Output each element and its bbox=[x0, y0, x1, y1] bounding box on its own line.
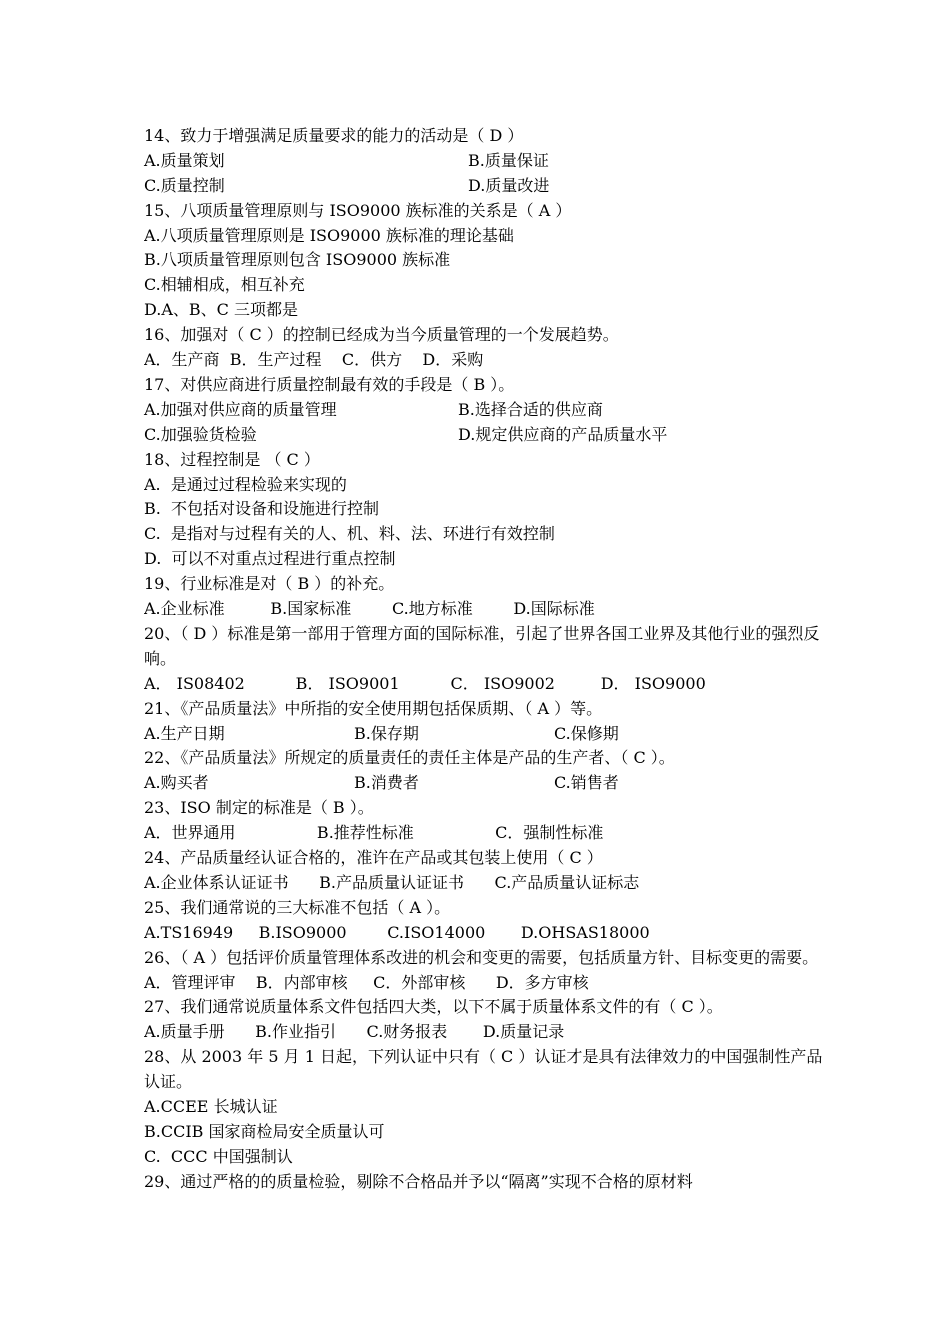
option-text: B.保存期 bbox=[354, 723, 419, 743]
option-text: B.质量保证 bbox=[468, 150, 549, 170]
question-stem: 21、《产品质量法》中所指的安全使用期包括保质期、（ A ）等。 bbox=[144, 698, 603, 718]
question-stem: 16、加强对（ C ）的控制已经成为当今质量管理的一个发展趋势。 bbox=[144, 325, 619, 345]
option-row bbox=[144, 423, 824, 448]
option-text: C.保修期 bbox=[554, 723, 619, 743]
option-text: C.销售者 bbox=[554, 773, 619, 793]
option-line: A．管理评审 B．内部审核 C．外部审核 D．多方审核 bbox=[144, 972, 589, 992]
option-line: B. 不包括对设备和设施进行控制 bbox=[144, 499, 380, 519]
question-item bbox=[144, 946, 824, 996]
option-line: C.相辅相成，相互补充 bbox=[144, 275, 305, 295]
question-stem: 20、（ D ）标准是第一部用于管理方面的国际标准，引起了世界各国工业界及其他行业的强烈反响。 bbox=[144, 623, 820, 668]
option-line: B.CCIB 国家商检局安全质量认可 bbox=[144, 1121, 385, 1141]
question-item bbox=[144, 124, 824, 199]
question-item bbox=[144, 697, 824, 747]
option-text: C.质量控制 bbox=[144, 175, 225, 195]
option-text: A.生产日期 bbox=[144, 723, 225, 743]
question-item bbox=[144, 373, 824, 448]
option-line: D.A、B、C 三项都是 bbox=[144, 300, 298, 320]
option-text: D.质量改进 bbox=[468, 175, 550, 195]
option-line: A．生产商 B．生产过程 C．供方 D．采购 bbox=[144, 350, 484, 370]
question-item bbox=[144, 1170, 824, 1195]
option-line: A. 是通过过程检验来实现的 bbox=[144, 474, 347, 494]
option-line: A.TS16949 B.ISO9000 C.ISO14000 D.OHSAS18000 bbox=[144, 922, 650, 942]
option-row bbox=[144, 398, 824, 423]
question-stem: 23、ISO 制定的标准是（ B ）。 bbox=[144, 798, 374, 818]
question-item bbox=[144, 323, 824, 373]
option-row bbox=[144, 149, 824, 174]
option-text: D.规定供应商的产品质量水平 bbox=[458, 424, 668, 444]
question-item bbox=[144, 622, 824, 697]
option-line: A． IS08402 B． ISO9001 C． ISO9002 D． ISO9000 bbox=[144, 673, 706, 693]
option-line: A.八项质量管理原则是 ISO9000 族标准的理论基础 bbox=[144, 225, 514, 245]
option-row bbox=[144, 722, 824, 747]
option-text: B.选择合适的供应商 bbox=[458, 399, 603, 419]
question-list bbox=[144, 124, 824, 1195]
question-item bbox=[144, 995, 824, 1045]
option-text: A.购买者 bbox=[144, 773, 209, 793]
question-stem: 14、致力于增强满足质量要求的能力的活动是（ D ） bbox=[144, 126, 524, 145]
option-row bbox=[144, 771, 824, 796]
option-line: A.质量手册 B.作业指引 C.财务报表 D.质量记录 bbox=[144, 1022, 565, 1042]
question-stem: 26、（ A ）包括评价质量管理体系改进的机会和变更的需要，包括质量方针、目标变更的需要。 bbox=[144, 947, 819, 967]
question-stem: 19、行业标准是对（ B ）的补充。 bbox=[144, 574, 395, 594]
option-line: C. 是指对与过程有关的人、机、料、法、环进行有效控制 bbox=[144, 524, 555, 544]
option-line: B.八项质量管理原则包含 ISO9000 族标准 bbox=[144, 250, 451, 270]
question-item bbox=[144, 896, 824, 946]
option-line: A．世界通用 B.推荐性标准 C．强制性标准 bbox=[144, 823, 604, 843]
option-line: A.CCEE 长城认证 bbox=[144, 1097, 278, 1116]
question-stem: 24、产品质量经认证合格的，准许在产品或其包装上使用（ C ） bbox=[144, 848, 603, 867]
question-item bbox=[144, 1045, 824, 1169]
option-text: A.质量策划 bbox=[144, 150, 225, 170]
option-row bbox=[144, 174, 824, 199]
question-stem: 17、对供应商进行质量控制最有效的手段是（ B ）。 bbox=[144, 374, 515, 394]
option-line: C. CCC 中国强制认 bbox=[144, 1146, 293, 1166]
question-item bbox=[144, 572, 824, 622]
question-item bbox=[144, 846, 824, 896]
question-stem: 22、《产品质量法》所规定的质量责任的责任主体是产品的生产者、（ C ）。 bbox=[144, 748, 675, 768]
question-stem: 18、过程控制是 （ C ） bbox=[144, 449, 320, 469]
option-line: A.企业体系认证证书 B.产品质量认证证书 C.产品质量认证标志 bbox=[144, 872, 640, 892]
question-stem: 25、我们通常说的三大标准不包括（ A ）。 bbox=[144, 897, 451, 917]
question-stem: 29、通过严格的的质量检验，剔除不合格品并予以“隔离”实现不合格的原材料 bbox=[144, 1171, 693, 1191]
question-item bbox=[144, 199, 824, 323]
question-stem: 27、我们通常说质量体系文件包括四大类，以下不属于质量体系文件的有（ C ）。 bbox=[144, 997, 723, 1017]
question-stem: 28、从 2003 年 5 月 1 日起，下列认证中只有（ C ）认证才是具有法律效力的中国强制性产品认证。 bbox=[144, 1047, 823, 1092]
option-text: C.加强验货检验 bbox=[144, 424, 257, 444]
option-text: B.消费者 bbox=[354, 773, 419, 793]
option-line: A.企业标准 B.国家标准 C.地方标准 D.国际标准 bbox=[144, 599, 595, 619]
option-text: A.加强对供应商的质量管理 bbox=[144, 399, 337, 419]
question-item bbox=[144, 796, 824, 846]
option-line: D. 可以不对重点过程进行重点控制 bbox=[144, 549, 396, 569]
question-stem: 15、八项质量管理原则与 ISO9000 族标准的关系是（ A ） bbox=[144, 200, 572, 220]
question-item bbox=[144, 448, 824, 572]
question-item bbox=[144, 746, 824, 796]
